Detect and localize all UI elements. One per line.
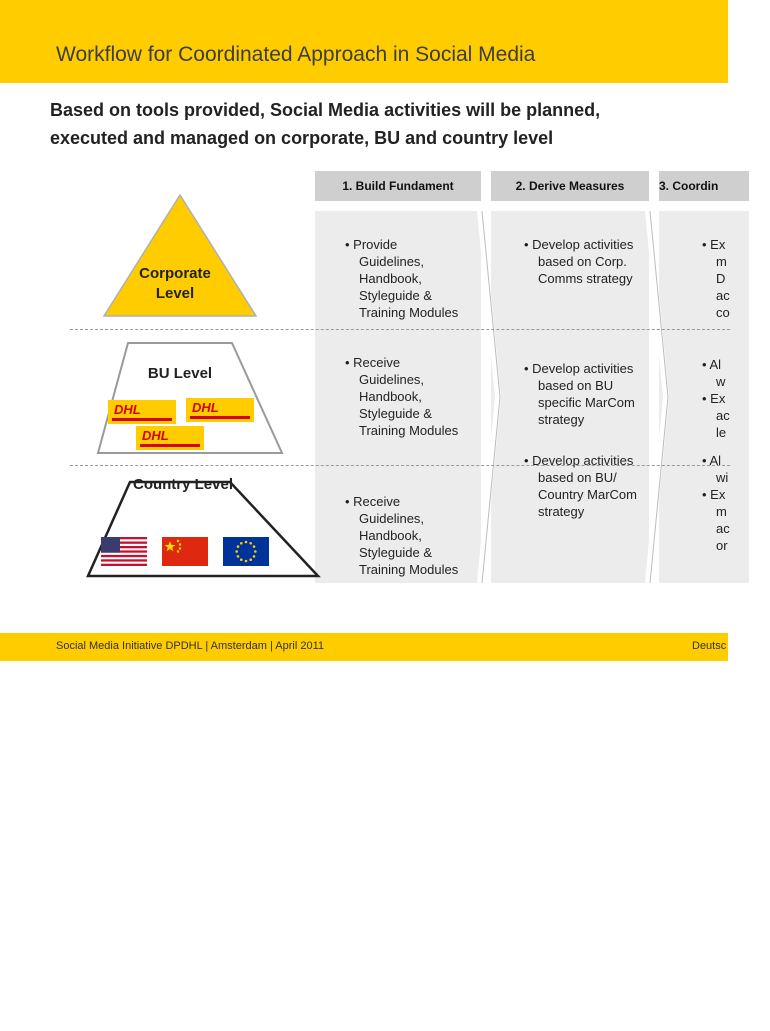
corporate-level-label bbox=[116, 264, 234, 304]
text-line: D bbox=[716, 271, 726, 286]
text-line: Training Modules bbox=[359, 423, 459, 438]
text-line: • Develop activities bbox=[524, 237, 634, 252]
level-pyramid bbox=[90, 190, 330, 590]
dhl-express-logo bbox=[108, 400, 176, 424]
bu-coordinate-text bbox=[702, 356, 730, 441]
text-line: based on BU bbox=[538, 378, 614, 393]
text-line: wi bbox=[716, 470, 729, 485]
text-line: Handbook, bbox=[359, 528, 422, 543]
text-line: m bbox=[716, 504, 727, 519]
text-line: • Al bbox=[702, 357, 722, 372]
slide-title: Workflow for Coordinated Approach in Social Media bbox=[56, 43, 536, 66]
dhl-global-mail-logo bbox=[136, 426, 204, 450]
text-line: • Al bbox=[702, 453, 722, 468]
text-line: • Provide bbox=[345, 237, 398, 252]
dhl-logo-text-1: DHL bbox=[114, 402, 141, 417]
column-header-derive-measures: 2. Derive Measures bbox=[491, 171, 649, 201]
corporate-build-text bbox=[345, 236, 458, 321]
text-line: Handbook, bbox=[359, 271, 422, 286]
bu-level-label: BU Level bbox=[147, 365, 213, 382]
dhl-logo-text-3: DHL bbox=[142, 428, 169, 443]
text-line: Comms strategy bbox=[538, 271, 633, 286]
country-derive-text bbox=[524, 452, 637, 520]
text-line: • Ex bbox=[702, 391, 726, 406]
text-line: ac bbox=[716, 408, 730, 423]
dhl-logo-text-2: DHL bbox=[192, 400, 219, 415]
corporate-level-line-2: Level bbox=[155, 285, 195, 302]
text-line: ac bbox=[716, 288, 730, 303]
usa-flag-icon bbox=[101, 537, 147, 566]
text-line: strategy bbox=[538, 504, 585, 519]
text-line: specific MarCom bbox=[538, 395, 635, 410]
text-line: Styleguide & bbox=[359, 545, 432, 560]
text-line: • Develop activities bbox=[524, 453, 634, 468]
text-line: Styleguide & bbox=[359, 406, 432, 421]
text-line: m bbox=[716, 254, 727, 269]
text-line: • Receive bbox=[345, 494, 401, 509]
column-header-coordinate: 3. Coordin bbox=[659, 171, 749, 201]
text-line: le bbox=[716, 425, 727, 440]
bu-build-text bbox=[345, 354, 458, 439]
text-line: co bbox=[716, 305, 730, 320]
country-level-label: Country Level bbox=[132, 476, 234, 493]
country-build-text bbox=[345, 493, 458, 578]
text-line: based on BU/ bbox=[538, 470, 617, 485]
text-line: based on Corp. bbox=[538, 254, 627, 269]
corporate-derive-text bbox=[524, 236, 633, 287]
country-coordinate-text bbox=[702, 452, 730, 554]
text-line: Training Modules bbox=[359, 562, 459, 577]
text-line: ac bbox=[716, 521, 730, 536]
eu-flag-icon bbox=[223, 537, 269, 566]
text-line: • Receive bbox=[345, 355, 401, 370]
text-line: w bbox=[716, 374, 726, 389]
text-line: strategy bbox=[538, 412, 585, 427]
text-line: • Develop activities bbox=[524, 361, 634, 376]
footer-right-text: Deutsc bbox=[692, 640, 727, 652]
text-line: • Ex bbox=[702, 237, 726, 252]
dhl-global-forwarding-logo bbox=[186, 398, 254, 422]
slide-subtitle bbox=[50, 96, 770, 152]
text-line: Guidelines, bbox=[359, 372, 425, 387]
text-line: • Ex bbox=[702, 487, 726, 502]
bu-derive-text bbox=[524, 360, 635, 428]
text-line: Training Modules bbox=[359, 305, 459, 320]
footer-left-text: Social Media Initiative DPDHL | Amsterdam | April 2011 bbox=[56, 640, 324, 652]
corporate-level-line-1: Corporate bbox=[139, 265, 211, 282]
china-flag-icon bbox=[162, 537, 208, 566]
text-line: Guidelines, bbox=[359, 511, 425, 526]
text-line: Country MarCom bbox=[538, 487, 637, 502]
corporate-coordinate-text bbox=[702, 236, 730, 321]
text-line: Guidelines, bbox=[359, 254, 425, 269]
text-line: or bbox=[716, 538, 728, 553]
subtitle-line-1: Based on tools provided, Social Media activities will be planned, bbox=[50, 100, 601, 120]
column-header-build-fundament: 1. Build Fundament bbox=[315, 171, 481, 201]
title-band bbox=[0, 0, 728, 83]
chevron-arrow-1 bbox=[470, 211, 510, 583]
chevron-arrow-2 bbox=[638, 211, 678, 583]
text-line: Handbook, bbox=[359, 389, 422, 404]
subtitle-line-2: executed and managed on corporate, BU and country level bbox=[50, 128, 554, 148]
text-line: Styleguide & bbox=[359, 288, 432, 303]
